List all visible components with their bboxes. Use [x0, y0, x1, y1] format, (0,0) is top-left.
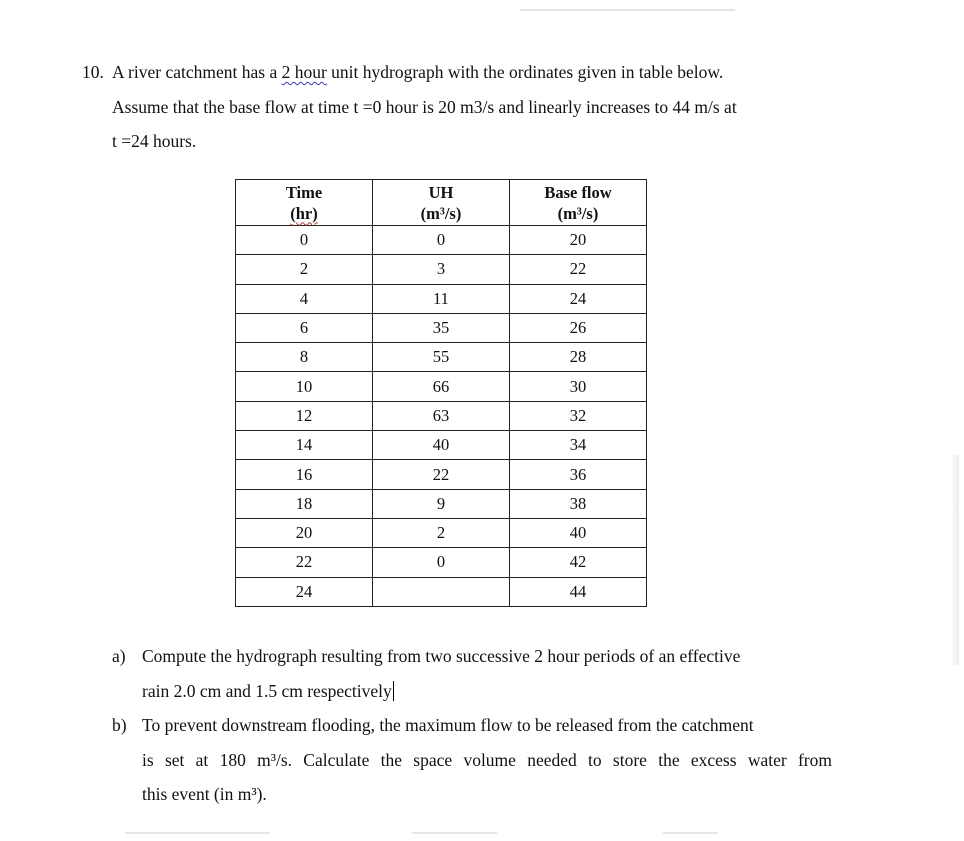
base-flow-cell: 32 [510, 401, 647, 430]
unit-hydrograph-table [235, 179, 647, 607]
page-edge-right [951, 455, 959, 665]
question-text: unit hydrograph with the ordinates given in table below. [326, 62, 724, 82]
table-row [236, 518, 647, 547]
part-b-line-1 [112, 715, 754, 735]
base-flow-cell: 38 [510, 489, 647, 518]
uh-cell: 0 [373, 548, 510, 577]
base-flow-cell: 20 [510, 226, 647, 255]
uh-cell: 66 [373, 372, 510, 401]
text-cursor [393, 681, 394, 701]
header-label: UH [428, 182, 454, 202]
part-a-marker: a) [112, 646, 126, 666]
base-flow-cell: 30 [510, 372, 647, 401]
page-edge-bottom [663, 832, 718, 834]
table-row [236, 343, 647, 372]
base-flow-cell: 44 [510, 577, 647, 606]
time-cell: 8 [236, 343, 373, 372]
time-cell: 0 [236, 226, 373, 255]
question-number: 10. [82, 62, 104, 82]
page-edge-bottom [125, 832, 270, 834]
base-flow-cell: 22 [510, 255, 647, 284]
time-cell: 12 [236, 401, 373, 430]
base-flow-cell: 42 [510, 548, 647, 577]
header-unit: (hr) [290, 203, 318, 223]
time-cell: 16 [236, 460, 373, 489]
uh-cell: 11 [373, 284, 510, 313]
part-a-text: rain 2.0 cm and 1.5 cm respectively [142, 681, 392, 701]
question-line-2: Assume that the base flow at time t =0 hour is 20 m3/s and linearly increases to 44 m/s at [112, 97, 737, 117]
table-body [236, 226, 647, 607]
grammar-flagged-text[interactable]: 2 hour [281, 62, 327, 82]
time-cell: 10 [236, 372, 373, 401]
header-time [236, 180, 373, 226]
uh-cell: 0 [373, 226, 510, 255]
part-b-text: is set at 180 m³/s. Calculate the space volume needed to store the excess water from [142, 750, 832, 770]
part-b-marker: b) [112, 715, 127, 735]
uh-cell: 2 [373, 518, 510, 547]
table-row [236, 460, 647, 489]
table-row [236, 284, 647, 313]
table-header-row [236, 180, 647, 226]
time-cell: 22 [236, 548, 373, 577]
part-b-line-3: this event (in m³). [142, 784, 267, 804]
time-cell: 2 [236, 255, 373, 284]
table-row [236, 401, 647, 430]
header-label: Time [285, 182, 323, 202]
header-unit: (m³/s) [557, 203, 599, 223]
part-b-text: To prevent downstream flooding, the maximum flow to be released from the catchment [142, 715, 754, 735]
page-edge-top [520, 9, 735, 11]
base-flow-cell: 36 [510, 460, 647, 489]
base-flow-cell: 40 [510, 518, 647, 547]
uh-cell: 9 [373, 489, 510, 518]
uh-cell: 22 [373, 460, 510, 489]
question-line-1 [112, 62, 723, 82]
part-a-line-2 [142, 681, 394, 701]
table-row [236, 372, 647, 401]
table-row [236, 313, 647, 342]
uh-cell [373, 577, 510, 606]
base-flow-cell: 26 [510, 313, 647, 342]
uh-cell: 35 [373, 313, 510, 342]
time-cell: 6 [236, 313, 373, 342]
table-row [236, 577, 647, 606]
page-edge-bottom [412, 832, 497, 834]
header-uh [373, 180, 510, 226]
question-line-3: t =24 hours. [112, 131, 197, 151]
time-cell: 4 [236, 284, 373, 313]
base-flow-cell: 24 [510, 284, 647, 313]
time-cell: 20 [236, 518, 373, 547]
uh-cell: 55 [373, 343, 510, 372]
base-flow-cell: 34 [510, 431, 647, 460]
table-row [236, 431, 647, 460]
question-text: A river catchment has a [112, 62, 282, 82]
table-row [236, 226, 647, 255]
part-a-text: Compute the hydrograph resulting from two successive 2 hour periods of an effective [142, 646, 741, 666]
header-unit: (m³/s) [420, 203, 462, 223]
part-b-line-2 [142, 750, 832, 770]
table-row [236, 548, 647, 577]
uh-cell: 40 [373, 431, 510, 460]
time-cell: 24 [236, 577, 373, 606]
uh-cell: 63 [373, 401, 510, 430]
time-cell: 18 [236, 489, 373, 518]
time-cell: 14 [236, 431, 373, 460]
header-label: Base flow [544, 182, 612, 202]
table-row [236, 489, 647, 518]
part-a-line-1 [112, 646, 740, 666]
table-row [236, 255, 647, 284]
header-base-flow [510, 180, 647, 226]
uh-cell: 3 [373, 255, 510, 284]
base-flow-cell: 28 [510, 343, 647, 372]
